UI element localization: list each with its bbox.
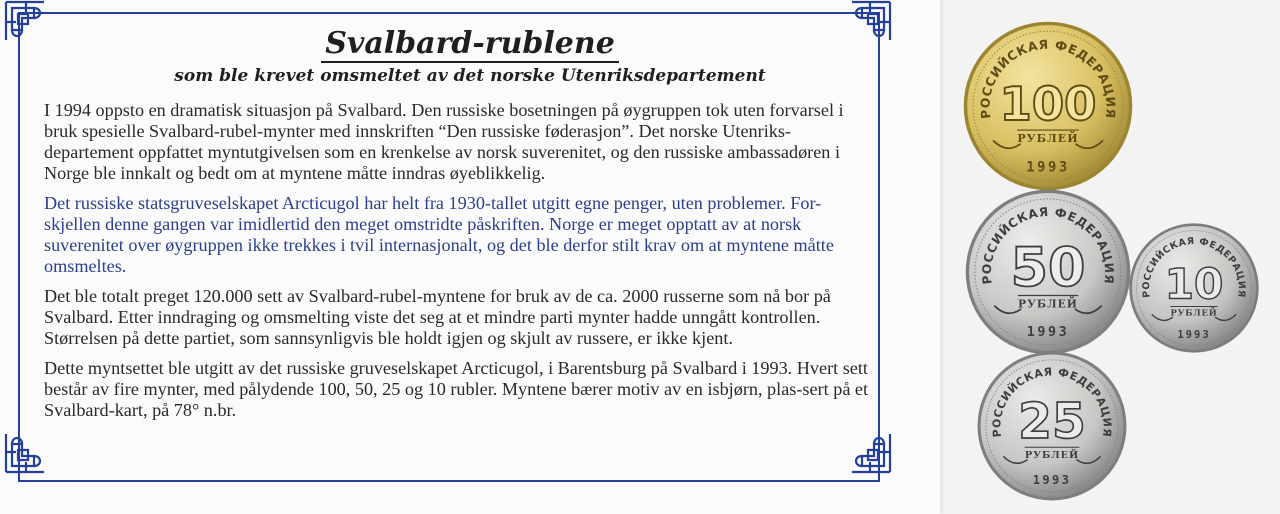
celtic-knot-corner-icon <box>848 430 892 474</box>
document-title <box>0 26 940 61</box>
paragraph: I 1994 oppsto en dramatisk situasjon på Svalbard. Den russiske bosetningen på øygruppen tok uten forvarsel i bruk spesielle Svalbard-rubel-mynter med innskriften “Den russiske føderasjon”. Det norske Utenriks-departement oppfattet myntutgivelsen som en krenkelse av norsk suverenitet, og den russiske ambassadøren i Norge ble innkalt og bedt om at myntene måtte inndras øyeblikkelig. <box>44 100 844 183</box>
coin-denomination: 100 <box>999 76 1097 131</box>
document-subtitle: som ble krevet omsmeltet av det norske Utenriksdepartement <box>174 66 766 86</box>
coin-unit: РУБЛЕЙ <box>1017 132 1079 146</box>
coin-year: 1993 <box>1032 472 1072 487</box>
coin-unit: РУБЛЕЙ <box>1018 297 1078 311</box>
paragraph: Dette myntsettet ble utgitt av det russiske gruveselskapet Arcticugol, i Barentsburg på Svalbard i 1993. Hvert sett består av fire mynter, med pålydende 100, 50, 25 og 10 rubler. Myntene bærer motiv av en isbjørn, plas-sert på et Svalbard-kart, på 78° n.br. <box>44 358 869 420</box>
coin-100-rubles <box>962 20 1134 192</box>
paragraph: Det ble totalt preget 120.000 sett av Svalbard-rubel-myntene for bruk av de ca. 2000 russerne som nå bor på Svalbard. Etter inndraging og omsmelting viste det seg at et mindre parti mynter hadde unngått kontrollen. Størrelsen på dette partiet, som sannsynligvis ble holdt igjen og skjult av russere, er ikke kjent. <box>44 286 831 348</box>
coin-10-rubles <box>1128 222 1260 354</box>
coin-set <box>940 0 1280 514</box>
coin-denomination: 25 <box>1018 394 1086 451</box>
coin-legend: РОССИЙСКАЯ ФЕДЕРАЦИЯ <box>1140 235 1248 299</box>
coin-50-rubles <box>964 188 1132 356</box>
coin-legend: РОССИЙСКАЯ ФЕДЕРАЦИЯ <box>979 204 1117 286</box>
coin-legend: РОССИЙСКАЯ ФЕДЕРАЦИЯ <box>978 37 1118 120</box>
coin-25-rubles <box>976 350 1128 502</box>
document-body <box>44 100 870 430</box>
coin-year: 1993 <box>1026 159 1070 176</box>
coin-unit: РУБЛЕЙ <box>1170 307 1218 318</box>
coin-year: 1993 <box>1177 329 1211 342</box>
celtic-knot-corner-icon <box>4 430 48 474</box>
coin-unit: РУБЛЕЙ <box>1024 449 1080 461</box>
document-title-text: Svalbard-rublene <box>321 26 619 63</box>
paragraph: Det russiske statsgruveselskapet Arcticugol har helt fra 1930-tallet utgitt egne penger, uten problemer. For-skjellen denne gangen var imidlertid den meget omstridte påskriften. Norge er meget opptatt av at norsk suverenitet over øygruppen ikke trekkes i tvil internasjonalt, og det ble derfor stilt krav om at myntene måtte omsmeltes. <box>44 193 834 276</box>
coin-legend: РОССИЙСКАЯ ФЕДЕРАЦИЯ <box>990 365 1114 438</box>
coin-year: 1993 <box>1026 324 1070 340</box>
coin-denomination: 10 <box>1164 259 1224 309</box>
coin-denomination: 50 <box>1010 235 1086 299</box>
